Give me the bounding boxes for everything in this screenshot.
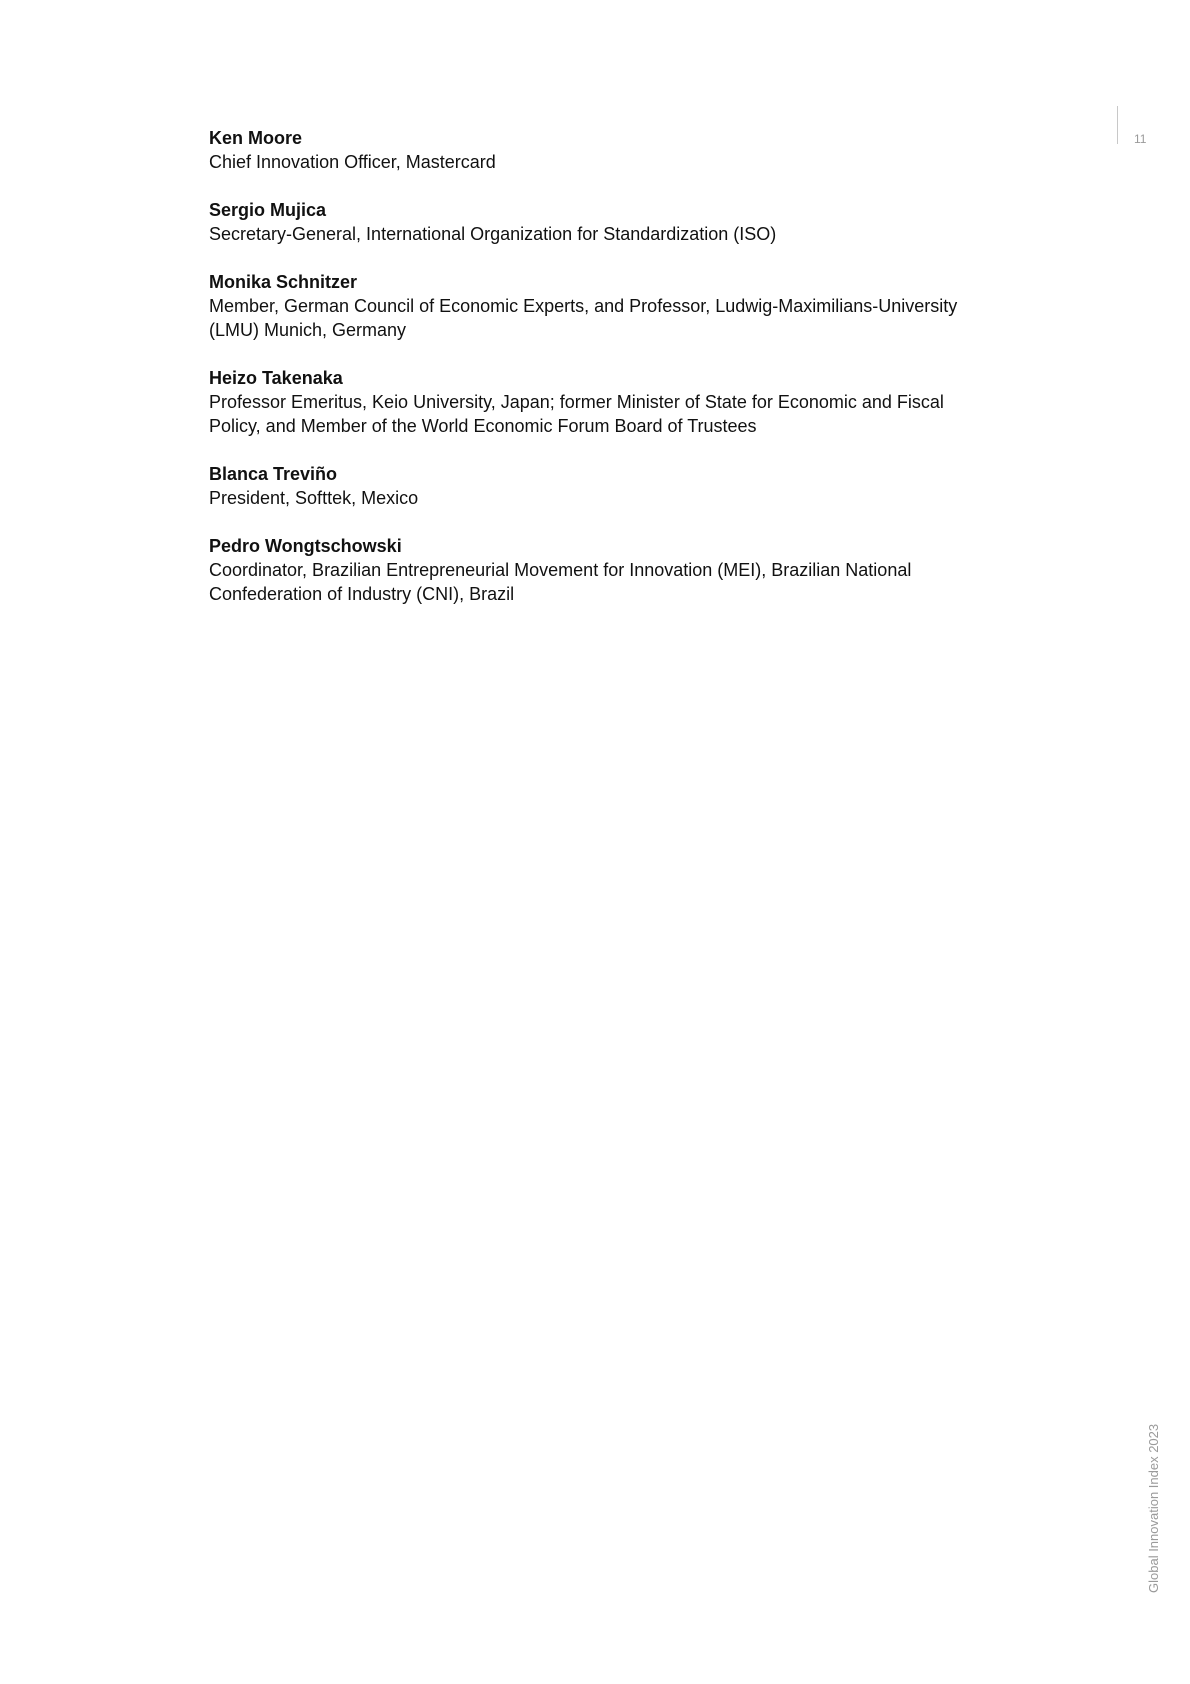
member-name: Ken Moore — [209, 128, 303, 148]
list-item — [209, 198, 999, 246]
member-role: Chief Innovation Officer, Mastercard — [209, 152, 496, 172]
member-name: Monika Schnitzer — [209, 272, 358, 292]
list-item — [209, 366, 999, 438]
member-role: Member, German Council of Economic Experts, and Professor, Ludwig-Maximilians-University (LMU) Munich, Germany — [209, 296, 958, 340]
member-role: Coordinator, Brazilian Entrepreneurial Movement for Innovation (MEI), Brazilian National Confederation of Industry (CNI), Brazil — [209, 560, 912, 604]
member-name: Heizo Takenaka — [209, 368, 343, 388]
member-name: Sergio Mujica — [209, 200, 327, 220]
member-name: Pedro Wongtschowski — [209, 536, 402, 556]
list-item — [209, 462, 999, 510]
member-name: Blanca Treviño — [209, 464, 338, 484]
page-marker-line — [1117, 106, 1118, 144]
member-role: Secretary-General, International Organization for Standardization (ISO) — [209, 224, 777, 244]
list-item — [209, 126, 999, 174]
footer-publication-title: Global Innovation Index 2023 — [1146, 1423, 1161, 1593]
member-role: President, Softtek, Mexico — [209, 488, 419, 508]
member-list — [209, 126, 999, 630]
list-item — [209, 270, 999, 342]
page-number: 11 — [1134, 132, 1147, 146]
list-item — [209, 534, 999, 606]
member-role: Professor Emeritus, Keio University, Japan; former Minister of State for Economic and Fiscal Policy, and Member of the World Economic Forum Board of Trustees — [209, 392, 944, 436]
